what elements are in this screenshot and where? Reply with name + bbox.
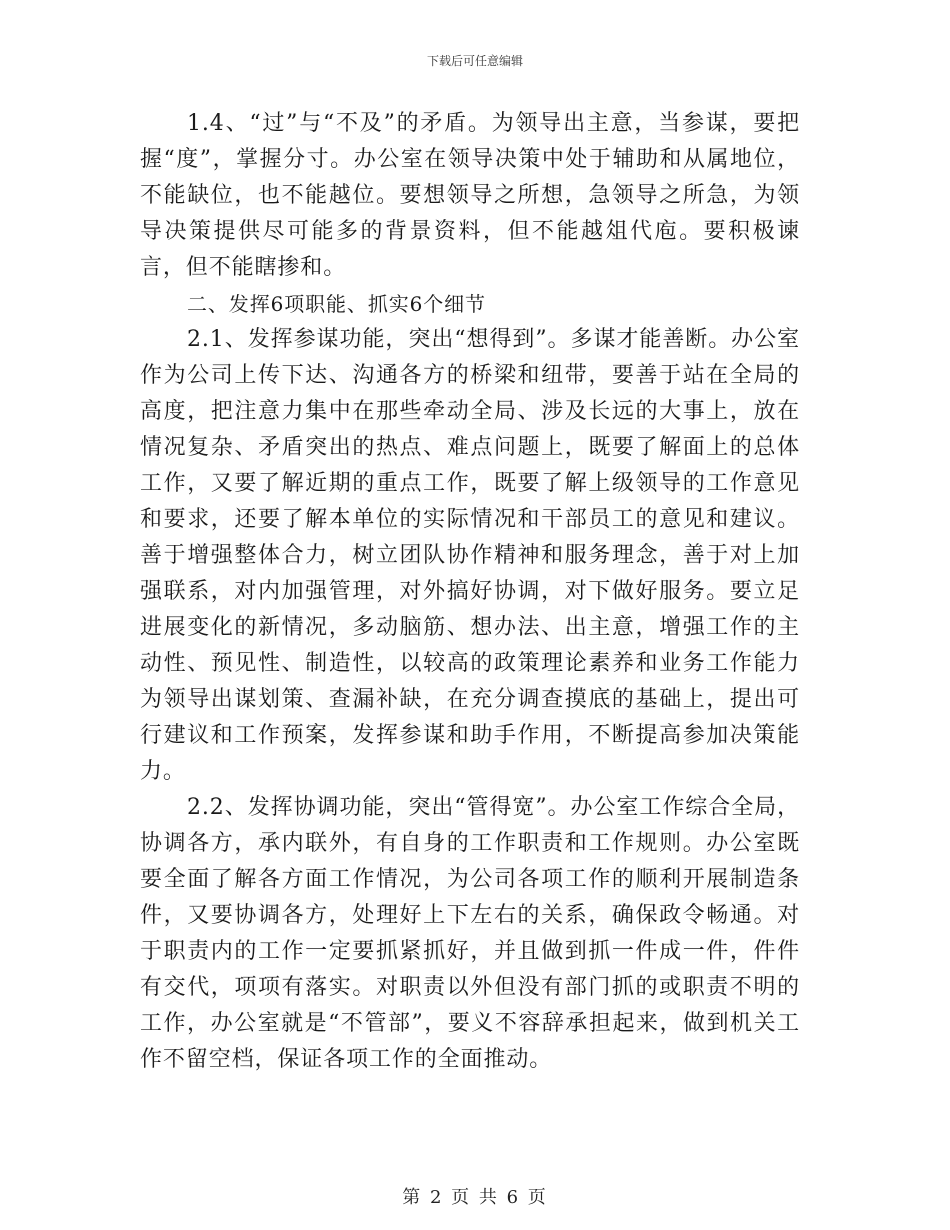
page-number: 第 2 页 共 6 页 — [402, 1187, 548, 1208]
section-heading-2: 二、发挥6项职能、抓实6个细节 — [187, 292, 486, 316]
paragraph-2-2: 2.2、发挥协调功能，突出“管得宽”。办公室工作综合全局，协调各方，承内联外，有自身的工作职责和工作规则。办公室既要全面了解各方面工作情况，为公司各项工作的顺利开展制造条件，又要协调各方，处理好上下左右的关系，确保政令畅通。对于职责内的工作一定要抓紧抓好，并且做到抓一件成一件，件件有交代，项项有落实。对职责以外但没有部门抓的或职责不明的工作，办公室就是“不管部”，要义不容辞承担起来，做到机关工作不留空档，保证各项工作的全面推动。 — [140, 795, 800, 1072]
paragraph-1-4: 1.4、“过”与“不及”的矛盾。为领导出主意，当参谋，要把握“度”，掌握分寸。办公室在领导决策中处于辅助和从属地位，不能缺位，也不能越位。要想领导之所想，急领导之所急，为领导决策提供尽可能多的背景资料，但不能越俎代庖。要积极谏言，但不能瞎掺和。 — [140, 111, 800, 280]
paragraph-2-1: 2.1、发挥参谋功能，突出“想得到”。多谋才能善断。办公室作为公司上传下达、沟通各方的桥梁和纽带，要善于站在全局的高度，把注意力集中在那些牵动全局、涉及长远的大事上，放在情况复杂、矛盾突出的热点、难点问题上，既要了解面上的总体工作，又要了解近期的重点工作，既要了解上级领导的工作意见和要求，还要了解本单位的实际情况和干部员工的意见和建议。善于增强整体合力，树立团队协作精神和服务理念，善于对上加强联系，对内加强管理，对外搞好协调，对下做好服务。要立足进展变化的新情况，多动脑筋、想办法、出主意，增强工作的主动性、预见性、制造性，以较高的政策理论素养和业务工作能力为领导出谋划策、查漏补缺，在充分调查摸底的基础上，提出可行建议和工作预案，发挥参谋和助手作用，不断提高参加决策能力。 — [140, 327, 800, 784]
document-body — [140, 106, 800, 1078]
page-header: 下载后可任意编辑 — [426, 54, 523, 68]
